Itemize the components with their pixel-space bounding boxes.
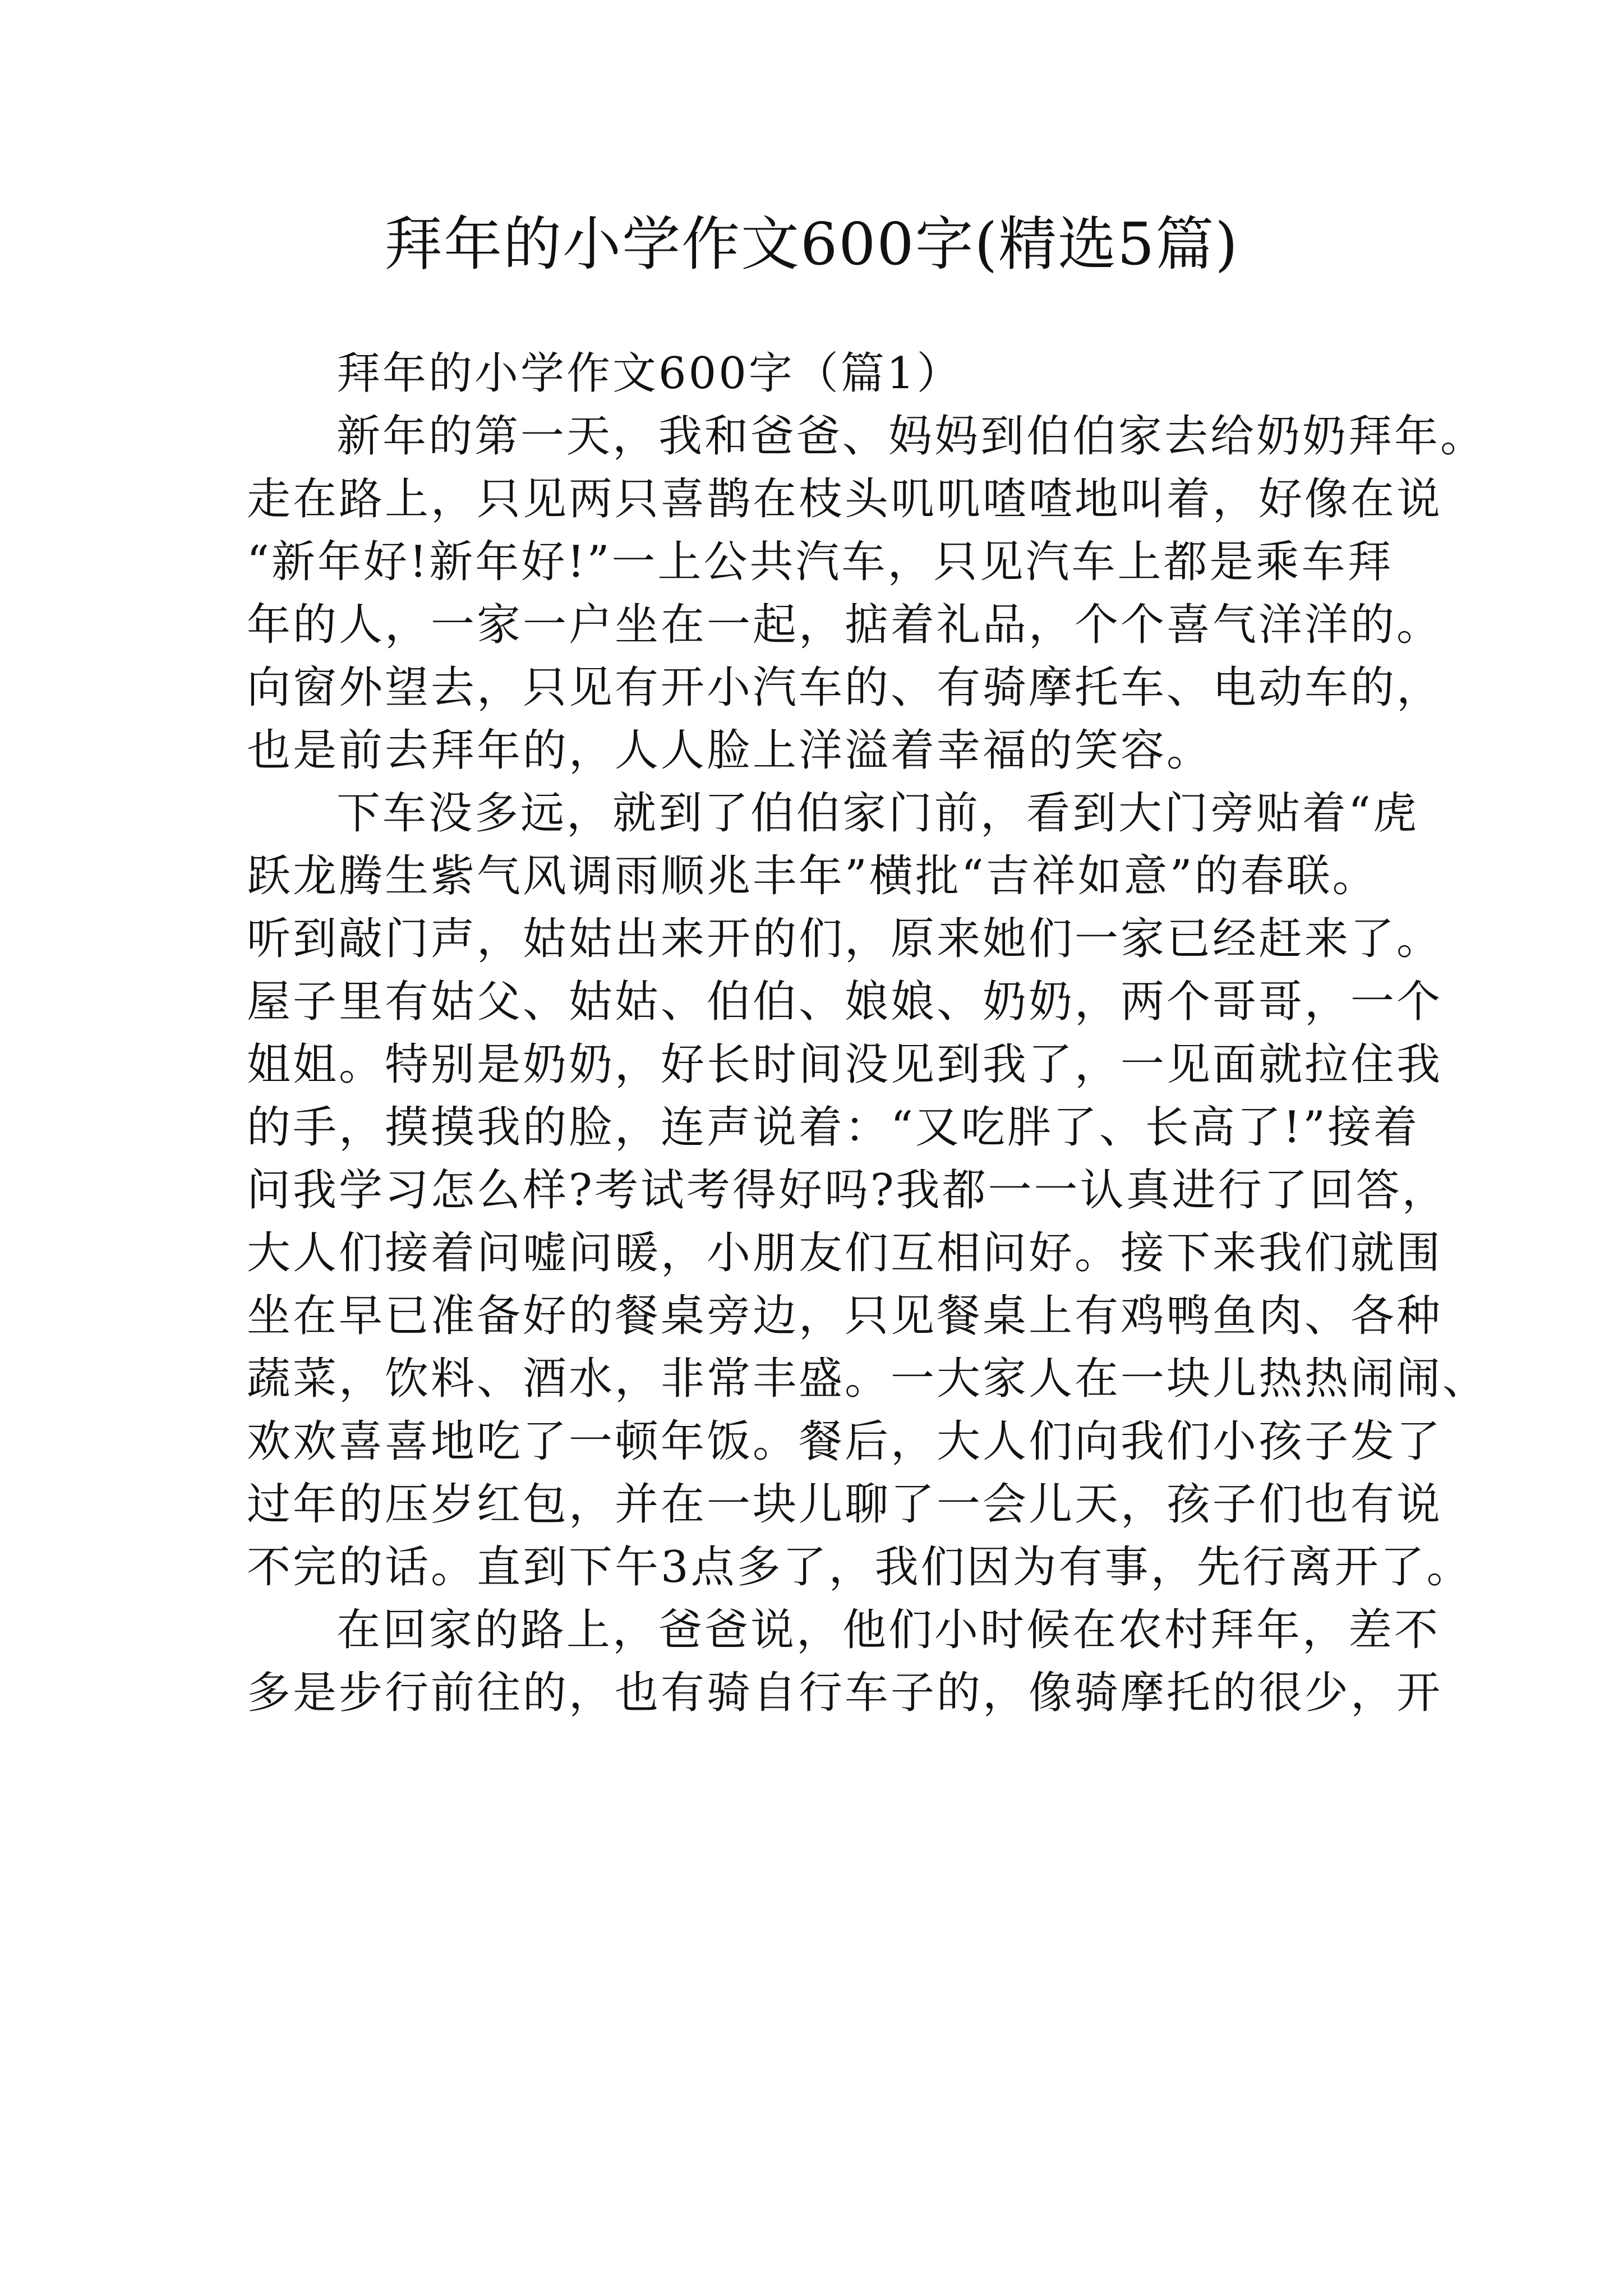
text-line: 欢欢喜喜地吃了一顿年饭。餐后，大人们向我们小孩子发了 — [247, 1416, 1443, 1467]
document-body — [247, 342, 1489, 1724]
text-line: 新年的第一天，我和爸爸、妈妈到伯伯家去给奶奶拜年。 — [336, 411, 1487, 462]
text-line: 在回家的路上，爸爸说，他们小时候在农村拜年，差不 — [336, 1605, 1441, 1655]
section-heading: 拜年的小学作文600字（篇1） — [336, 348, 963, 399]
text-line: 屋子里有姑父、姑姑、伯伯、娘娘、奶奶，两个哥哥，一个 — [247, 977, 1443, 1027]
text-line: 大人们接着问嘘问暖，小朋友们互相问好。接下来我们就围 — [247, 1228, 1443, 1278]
text-line: 的手，摸摸我的脸，连声说着：“又吃胖了、长高了!”接着 — [247, 1102, 1420, 1153]
text-line: 年的人，一家一户坐在一起，掂着礼品，个个喜气洋洋的。 — [247, 600, 1443, 650]
text-line: 不完的话。直到下午3点多了，我们因为有事，先行离开了。 — [247, 1542, 1473, 1593]
text-line: “新年好!新年好!”一上公共汽车，只见汽车上都是乘车拜 — [247, 537, 1394, 587]
text-line: 蔬菜，饮料、酒水，非常丰盛。一大家人在一块儿热热闹闹、 — [247, 1354, 1489, 1404]
text-line: 下车没多远，就到了伯伯家门前，看到大门旁贴着“虎 — [336, 788, 1419, 839]
text-line: 走在路上，只见两只喜鹊在枝头叽叽喳喳地叫着，好像在说 — [247, 474, 1443, 524]
text-line: 也是前去拜年的，人人脸上洋溢着幸福的笑容。 — [247, 725, 1213, 776]
text-line: 听到敲门声，姑姑出来开的们，原来她们一家已经赶来了。 — [247, 914, 1443, 964]
text-line: 坐在早已准备好的餐桌旁边，只见餐桌上有鸡鸭鱼肉、各种 — [247, 1291, 1443, 1341]
text-line: 过年的压岁红包，并在一块儿聊了一会儿天，孩子们也有说 — [247, 1479, 1443, 1530]
text-line: 问我学习怎么样?考试考得好吗?我都一一认真进行了回答， — [247, 1165, 1448, 1216]
document-title: 拜年的小学作文600字(精选5篇) — [384, 210, 1239, 278]
text-line: 向窗外望去，只见有开小汽车的、有骑摩托车、电动车的， — [247, 662, 1443, 713]
text-line: 多是步行前往的，也有骑自行车子的，像骑摩托的很少，开 — [247, 1668, 1443, 1718]
text-line: 姐姐。特别是奶奶，好长时间没见到我了，一见面就拉住我 — [247, 1039, 1443, 1090]
text-line: 跃龙腾生紫气风调雨顺兆丰年”横批“吉祥如意”的春联。 — [247, 851, 1378, 901]
